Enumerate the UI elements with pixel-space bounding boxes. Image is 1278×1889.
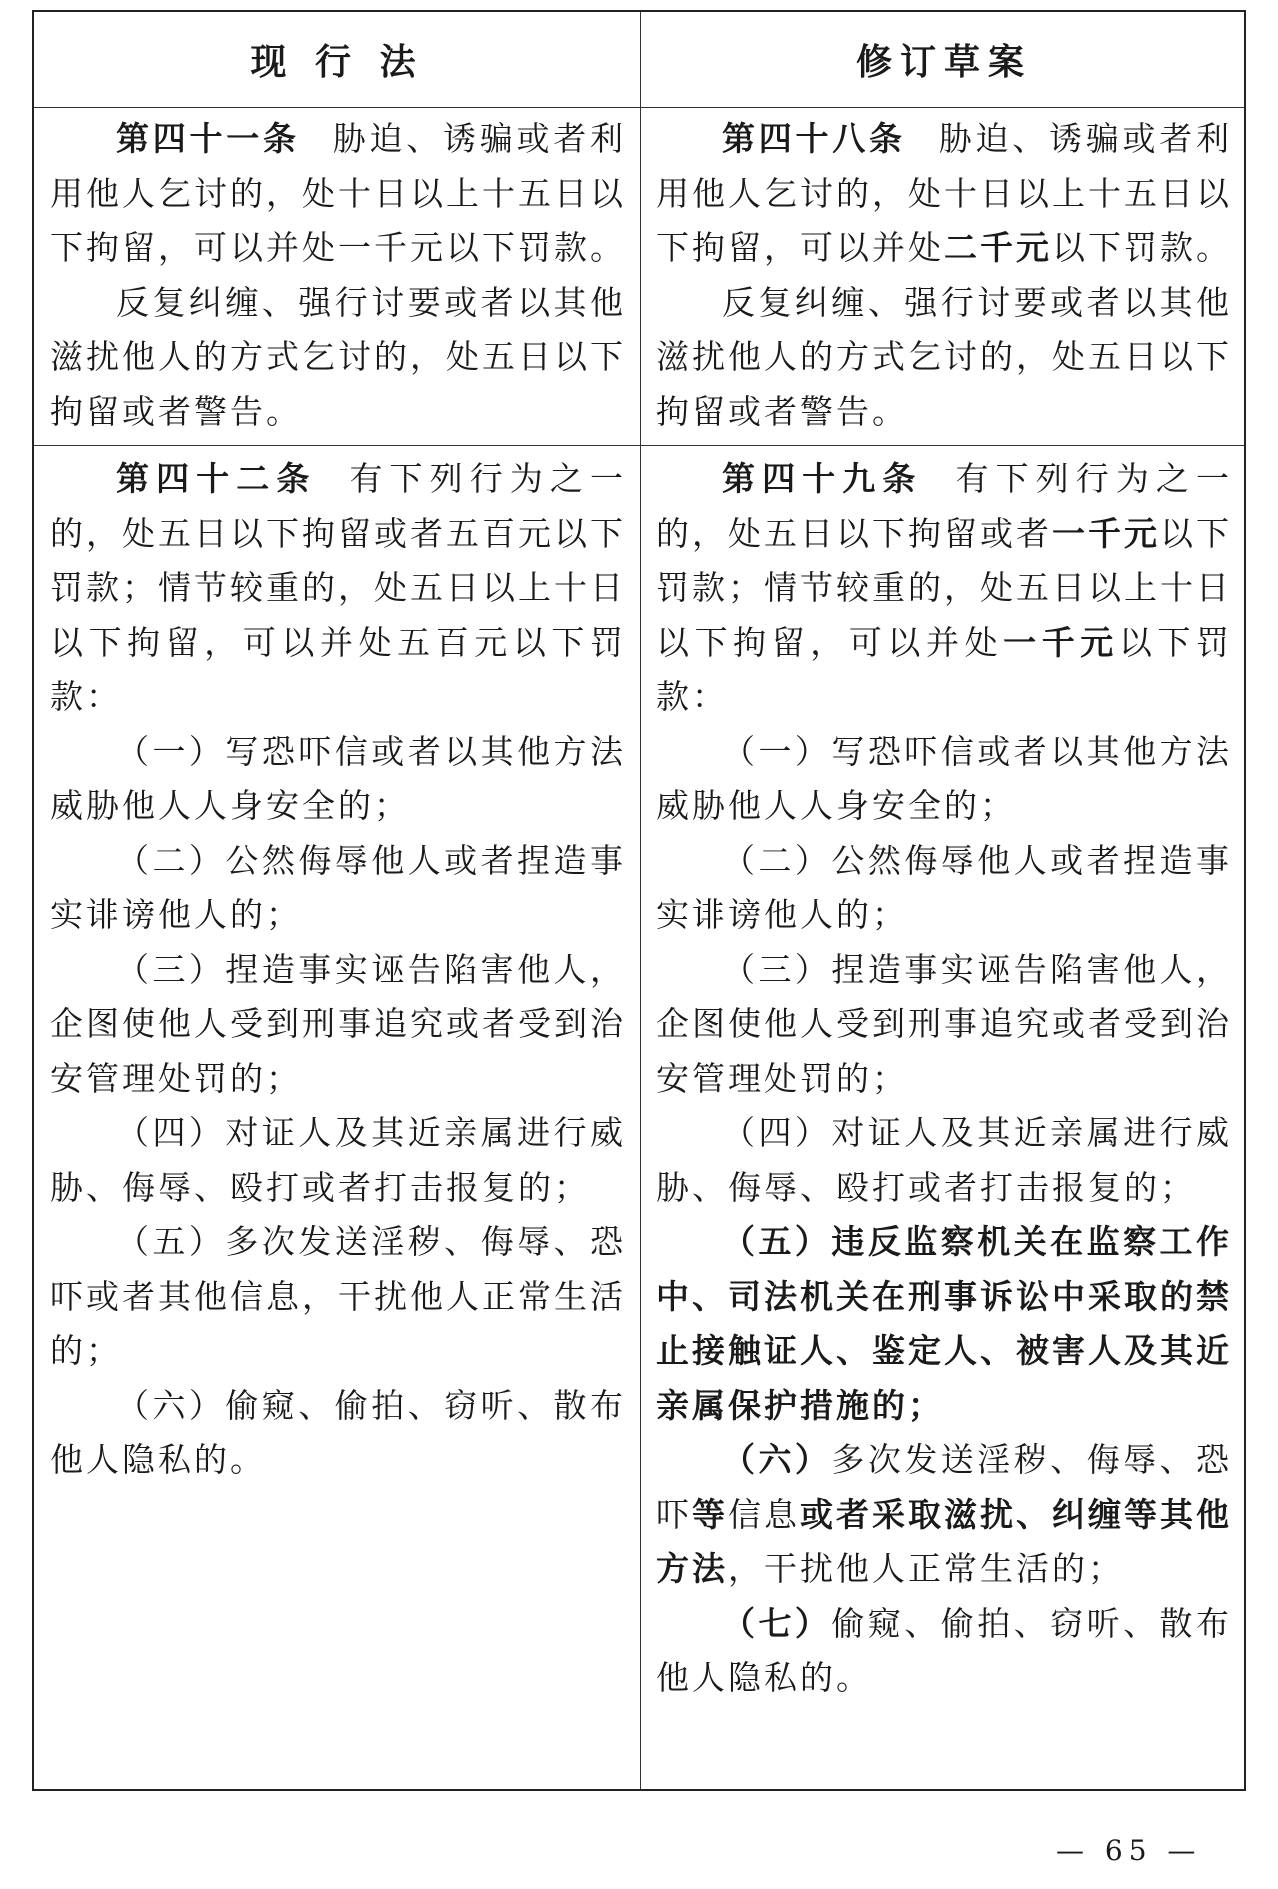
article-text: 以下罚款；情节较重的，处五日以上十日以下拘留，可以并处 — [656, 513, 1232, 662]
comparison-table — [32, 10, 1246, 1791]
amended-text: 一千元 — [1052, 513, 1160, 553]
list-item: （一）写恐吓信或者以其他方法威胁他人人身安全的； — [656, 731, 1232, 825]
amended-text: 一千元 — [1003, 622, 1119, 662]
paragraph — [50, 452, 626, 725]
row-divider — [34, 445, 1244, 446]
list-item: （三）捏造事实诬告陷害他人，企图使他人受到刑事追究或者受到治安管理处罚的； — [656, 949, 1232, 1098]
item-text: 信息 — [728, 1494, 800, 1534]
cell-current-article-42 — [50, 452, 626, 1488]
article-text: 胁迫、诱骗或者利用他人乞讨的，处十日以上十五日以下拘留，可以并处 — [656, 119, 1232, 267]
article-number: 第四十八条 — [722, 119, 906, 158]
item-number: （六） — [722, 1440, 832, 1479]
list-item: （六）偷窥、偷拍、窃听、散布他人隐私的。 — [50, 1385, 626, 1479]
article-number: 第四十一条 — [116, 119, 300, 158]
amended-text: 二千元 — [944, 228, 1052, 267]
list-item: （五）多次发送淫秽、侮辱、恐吓或者其他信息，干扰他人正常生活的； — [50, 1222, 626, 1370]
list-item: （四）对证人及其近亲属进行威胁、侮辱、殴打或者打击报复的； — [656, 1113, 1232, 1207]
cell-draft-article-48 — [656, 112, 1232, 439]
cell-current-article-41 — [50, 112, 626, 439]
article-text: 以下罚款。 — [1052, 228, 1232, 267]
item-text: 多次发送淫秽、侮辱、恐吓 — [656, 1440, 1233, 1534]
article-number: 第四十九条 — [722, 459, 923, 498]
article-text: 胁迫、诱骗或者利用他人乞讨的，处十日以上十五日以下拘留，可以并处一千元以下罚款。 — [50, 119, 626, 267]
item-text: ，干扰他人正常生活的； — [728, 1549, 1124, 1588]
column-divider — [640, 12, 641, 1789]
article-text: 有下列行为之一的，处五日以下拘留或者 — [656, 459, 1233, 553]
paragraph — [656, 112, 1232, 276]
paragraph: 反复纠缠、强行讨要或者以其他滋扰他人的方式乞讨的，处五日以下拘留或者警告。 — [656, 282, 1232, 431]
list-item: （二）公然侮辱他人或者捏造事实诽谤他人的； — [50, 840, 626, 934]
amended-text: 等 — [692, 1494, 728, 1534]
paragraph: 反复纠缠、强行讨要或者以其他滋扰他人的方式乞讨的，处五日以下拘留或者警告。 — [50, 282, 626, 431]
cell-draft-article-49 — [656, 452, 1232, 1706]
article-number: 第四十二条 — [116, 459, 317, 498]
list-item: （一）写恐吓信或者以其他方法威胁他人人身安全的； — [50, 731, 626, 825]
header-current-law: 现 行 法 — [250, 42, 424, 83]
item-number: （七） — [722, 1603, 832, 1643]
article-text: 有下列行为之一的，处五日以下拘留或者五百元以下罚款；情节较重的，处五日以上十日以下拘留，可以并处五百元以下罚款： — [50, 459, 627, 716]
list-item: （四）对证人及其近亲属进行威胁、侮辱、殴打或者打击报复的； — [50, 1113, 626, 1207]
list-item: （二）公然侮辱他人或者捏造事实诽谤他人的； — [656, 840, 1232, 934]
list-item-added: （五）违反监察机关在监察工作中、司法机关在刑事诉讼中采取的禁止接触证人、鉴定人、被害人及其近亲属保护措施的； — [656, 1222, 1232, 1425]
list-item: （三）捏造事实诬告陷害他人，企图使他人受到刑事追究或者受到治安管理处罚的； — [50, 949, 626, 1098]
header-draft: 修订草案 — [855, 42, 1032, 83]
article-text: 以下罚款： — [656, 622, 1233, 716]
paragraph — [656, 452, 1232, 725]
paragraph — [50, 112, 626, 276]
list-item — [656, 1597, 1232, 1706]
item-text: 偷窥、偷拍、窃听、散布他人隐私的。 — [656, 1603, 1233, 1697]
header-divider — [34, 107, 1244, 108]
page-number: — 65 — — [1056, 1834, 1202, 1867]
list-item — [656, 1433, 1232, 1597]
amended-text: 或者采取滋扰、纠缠等其他方法 — [656, 1494, 1232, 1588]
